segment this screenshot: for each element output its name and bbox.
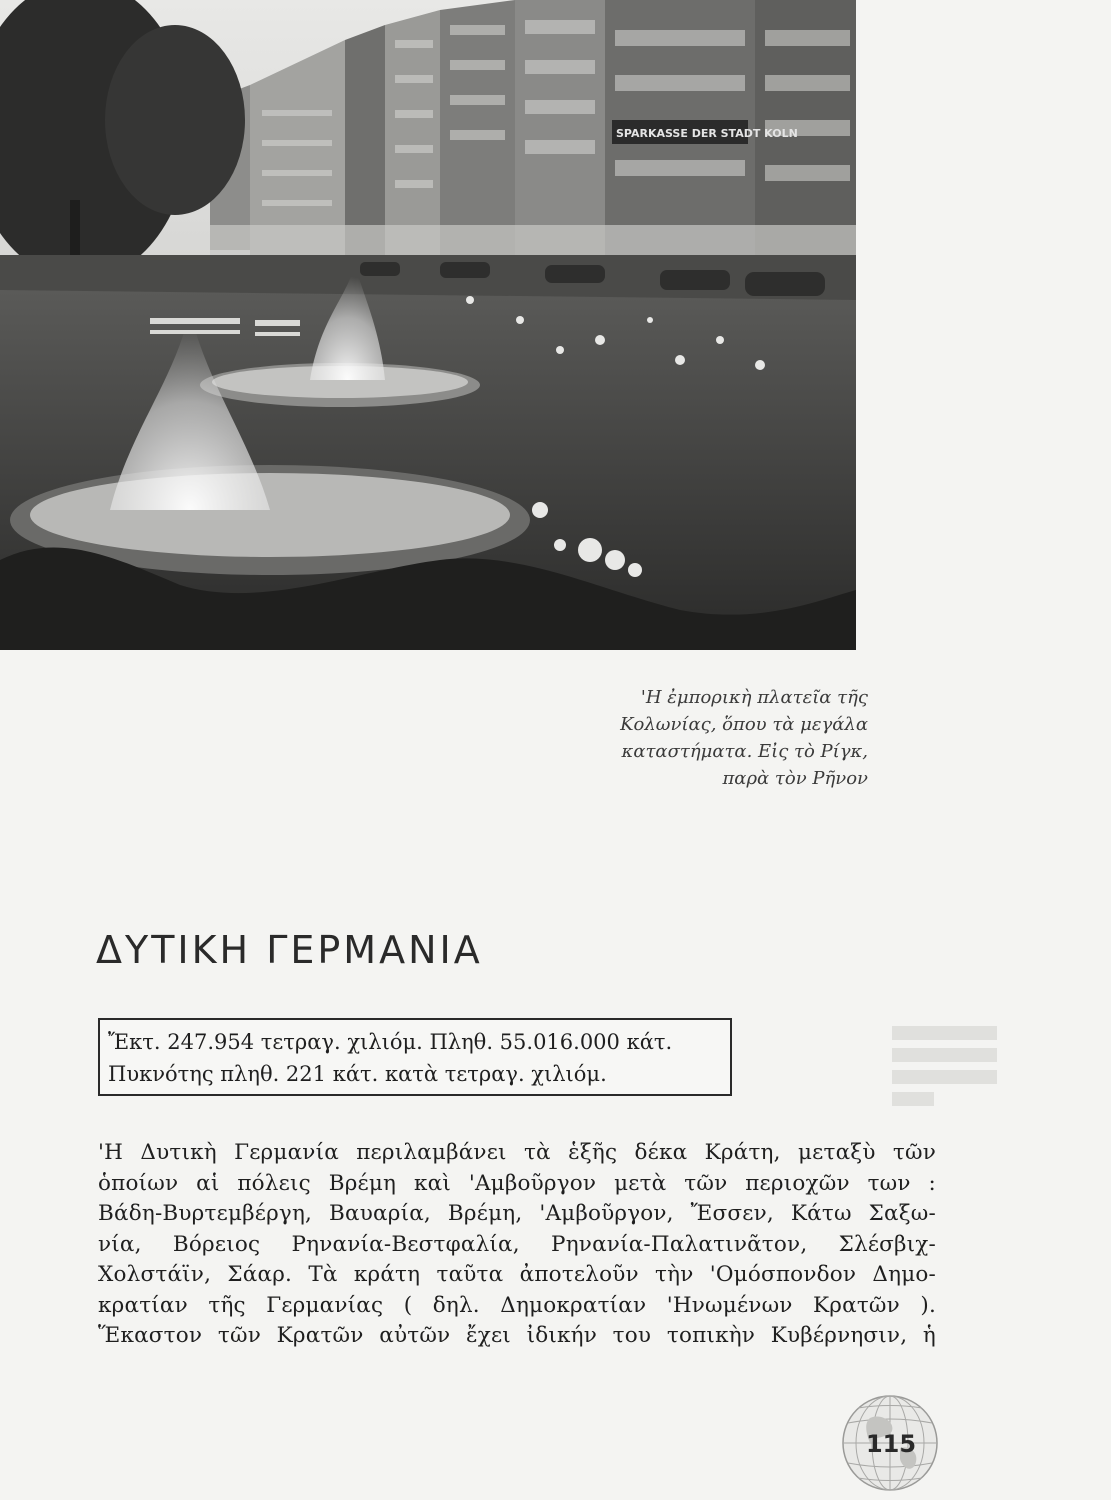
page-title: ΔΥΤΙΚΗ ΓΕΡΜΑΝΙΑ (96, 928, 483, 972)
photo-illustration (0, 0, 856, 650)
page-number: 115 (865, 1430, 917, 1458)
caption-line: παρὰ τὸν Ρῆνον (722, 768, 868, 789)
stats-box (98, 1018, 732, 1096)
body-line: νία, Βόρειος Ρηνανία-Βεστφαλία, Ρηνανία-Παλατινᾶτον, Σλέσβιχ- (98, 1231, 936, 1257)
bank-sign-text: SPARKASSE DER STADT KOLN (616, 127, 798, 140)
photo-caption (568, 684, 868, 792)
body-line: Χολστάϊν, Σάαρ. Τὰ κράτη ταῦτα ἀποτελοῦν τὴν 'Ομόσπονδον Δημο- (98, 1262, 936, 1287)
caption-line: καταστήματα. Εἰς τὸ Ρίγκ, (621, 741, 868, 762)
stats-density: Πυκνότης πληθ. 221 κάτ. κατὰ τετραγ. χιλιόμ. (108, 1062, 607, 1086)
caption-line: 'Η ἐμπορικὴ πλατεῖα τῆς (640, 687, 868, 708)
body-line: 'Η Δυτικὴ Γερμανία περιλαμβάνει τὰ ἑξῆς δέκα Κράτη, μεταξὺ τῶν (98, 1140, 936, 1165)
caption-line: Κολωνίας, ὅπου τὰ μεγάλα (620, 714, 868, 735)
body-line: Ἕκαστον τῶν Κρατῶν αὐτῶν ἔχει ἰδικήν του τοπικὴν Κυβέρνησιν, ἡ (98, 1323, 936, 1348)
bleed-through-text (892, 1026, 1042, 1114)
body-line: κρατίαν τῆς Γερμανίας ( δηλ. Δημοκρατίαν 'Ηνωμένων Κρατῶν ). (98, 1292, 936, 1318)
body-line: ὁποίων αἱ πόλεις Βρέμη καὶ 'Αμβοῦργον μετὰ τῶν περιοχῶν των : (98, 1170, 936, 1196)
body-paragraph (98, 1138, 936, 1352)
body-line: Βάδη-Βυρτεμβέργη, Βαυαρία, Βρέμη, 'Αμβοῦργον, Ἔσσεν, Κάτω Σαξω- (98, 1201, 936, 1226)
cologne-square-photo (0, 0, 856, 650)
stats-area-population: Ἔκτ. 247.954 τετραγ. χιλιόμ. Πληθ. 55.016.000 κάτ. (108, 1030, 673, 1054)
